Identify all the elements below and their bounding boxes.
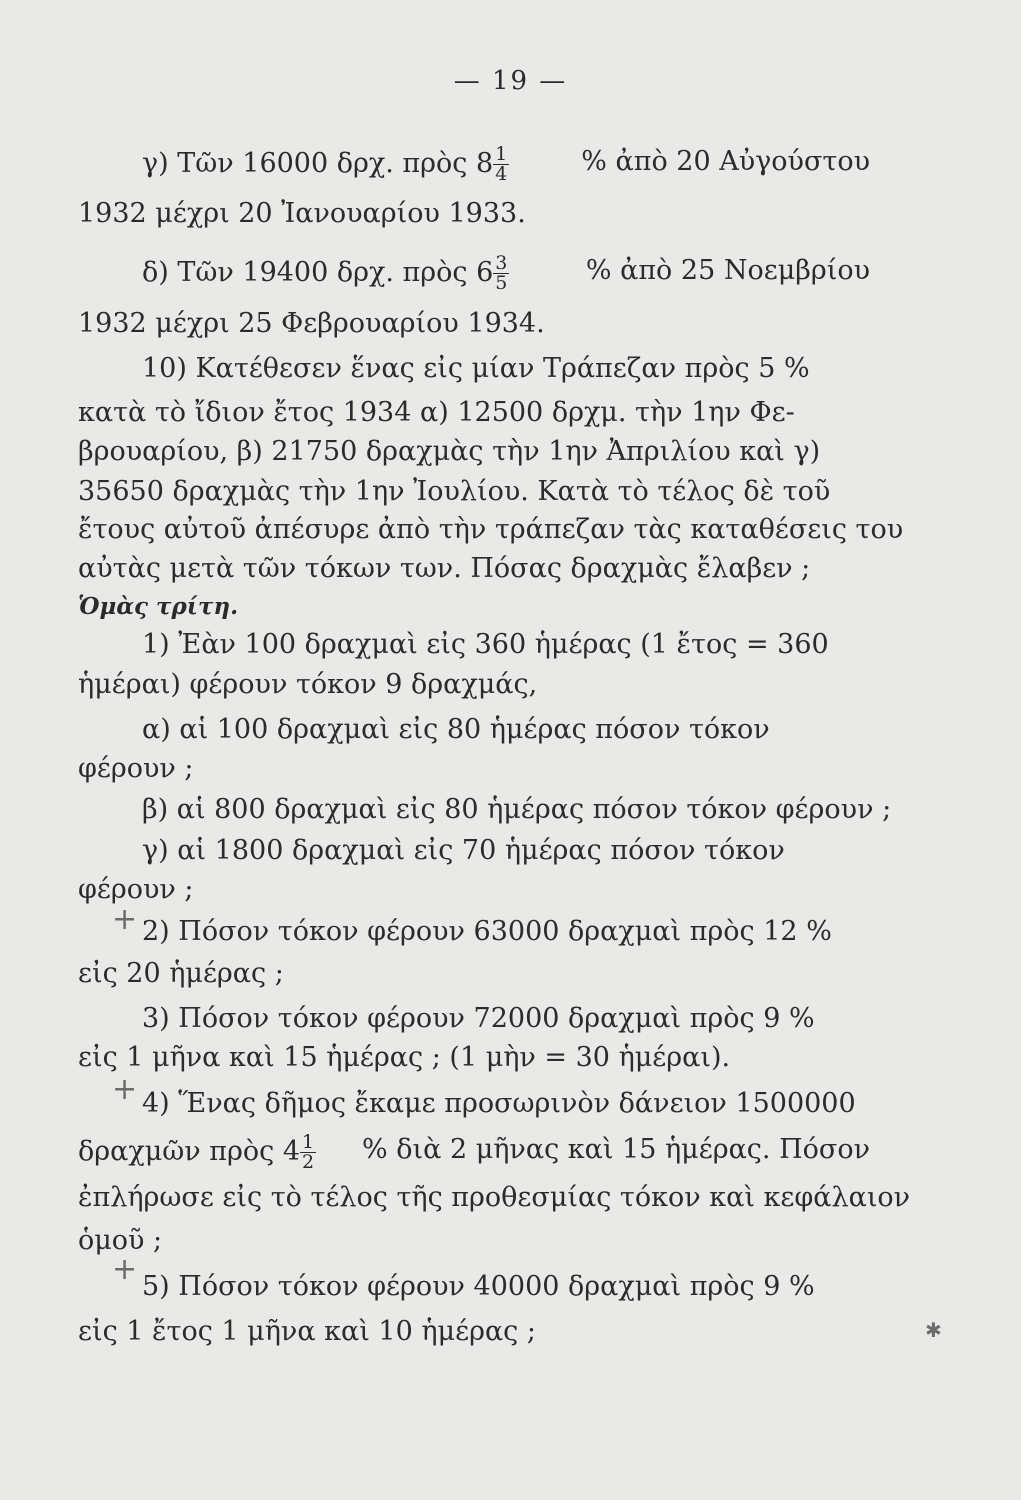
text-line: γ) αἱ 1800 δραχμαὶ εἰς 70 ἡμέρας πόσον τόκον [142, 835, 785, 866]
text-line: φέρουν ; [78, 753, 194, 784]
section-heading: Ὁμὰς τρίτη. [78, 593, 239, 620]
page-number: — 19 — [453, 66, 568, 96]
text-line [78, 1133, 870, 1172]
fraction-numerator: 1 [302, 1131, 315, 1153]
fraction-numerator: 3 [495, 252, 508, 274]
ink-smudge-icon: ✱ [925, 1318, 942, 1342]
pencil-cross-mark-icon: + [112, 902, 138, 937]
text-line: 10) Κατέθεσεν ἕνας εἰς μίαν Τράπεζαν πρὸς 5 % [142, 353, 810, 384]
pencil-cross-mark-icon: + [112, 1072, 138, 1107]
fraction [493, 254, 509, 293]
text-line: φέρουν ; [78, 874, 194, 905]
text-fragment [142, 145, 511, 184]
text-line: 3) Πόσον τόκον φέρουν 72000 δραχμαὶ πρὸς 9 % [142, 1003, 815, 1034]
text-line: εἰς 1 μῆνα καὶ 15 ἡμέρας ; (1 μὴν = 30 ἡμέραι). [78, 1042, 731, 1073]
text-segment: % ἀπὸ 25 Νοεμβρίου [585, 255, 870, 286]
text-segment: % διὰ 2 μῆνας καὶ 15 ἡμέρας. Πόσον [362, 1134, 870, 1165]
fraction-denominator: 5 [495, 272, 508, 294]
text-line: 4) Ἕνας δῆμος ἔκαμε προσωρινὸν δάνειον 1500000 [142, 1088, 856, 1119]
text-line: 2) Πόσον τόκον φέρουν 63000 δραχμαὶ πρὸς 12 % [142, 916, 832, 947]
text-line: ὁμοῦ ; [78, 1225, 163, 1256]
text-fragment [78, 1133, 318, 1172]
fraction [300, 1133, 316, 1172]
text-line [78, 145, 870, 184]
text-line: β) αἱ 800 δραχμαὶ εἰς 80 ἡμέρας πόσον τόκον φέρουν ; [142, 794, 892, 825]
text-segment: δ) Τῶν 19400 δρχ. πρὸς 6 [142, 257, 494, 288]
text-line: 1) Ἐὰν 100 δραχμαὶ εἰς 360 ἡμέρας (1 ἔτος = 360 [142, 629, 829, 660]
text-line: ἔτους αὐτοῦ ἀπέσυρε ἀπὸ τὴν τράπεζαν τὰς καταθέσεις του [78, 514, 904, 545]
text-line: 1932 μέχρι 20 Ἰανουαρίου 1933. [78, 198, 526, 229]
text-fragment [142, 254, 511, 293]
text-line: κατὰ τὸ ἴδιον ἔτος 1934 α) 12500 δρχμ. τὴν 1ην Φε- [78, 397, 795, 428]
text-segment: γ) Τῶν 16000 δρχ. πρὸς 8 [142, 148, 494, 179]
text-line: 1932 μέχρι 25 Φεβρουαρίου 1934. [78, 308, 545, 339]
text-segment: δραχμῶν πρὸς 4 [78, 1136, 301, 1167]
fraction-numerator: 1 [495, 143, 508, 165]
pencil-cross-mark-icon: + [112, 1252, 138, 1287]
text-line: βρουαρίου, β) 21750 δραχμὰς τὴν 1ην Ἀπριλίου καὶ γ) [78, 436, 821, 467]
text-line: α) αἱ 100 δραχμαὶ εἰς 80 ἡμέρας πόσον τόκον [142, 714, 770, 745]
text-line: 35650 δραχμὰς τὴν 1ην Ἰουλίου. Κατὰ τὸ τέλος δὲ τοῦ [78, 476, 831, 507]
text-line: 5) Πόσον τόκον φέρουν 40000 δραχμαὶ πρὸς 9 % [142, 1271, 815, 1302]
text-line: ἐπλήρωσε εἰς τὸ τέλος τῆς προθεσμίας τόκον καὶ κεφάλαιον [78, 1182, 911, 1213]
fraction-denominator: 2 [302, 1151, 315, 1173]
text-line [78, 254, 870, 293]
fraction [493, 145, 509, 184]
text-line: ἡμέραι) φέρουν τόκον 9 δραχμάς, [78, 669, 538, 700]
text-segment: % ἀπὸ 20 Αὐγούστου [581, 146, 870, 177]
text-line: εἰς 20 ἡμέρας ; [78, 958, 284, 989]
text-line: αὐτὰς μετὰ τῶν τόκων των. Πόσας δραχμὰς ἔλαβεν ; [78, 553, 811, 584]
text-line: εἰς 1 ἔτος 1 μῆνα καὶ 10 ἡμέρας ; [78, 1316, 536, 1347]
fraction-denominator: 4 [495, 163, 508, 185]
